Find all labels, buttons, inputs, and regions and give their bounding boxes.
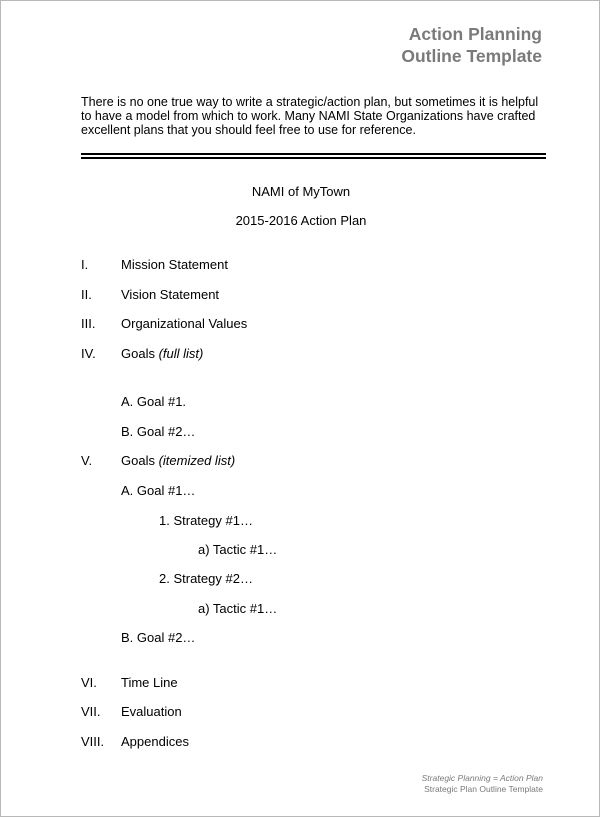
- title-line-2: Outline Template: [401, 46, 542, 66]
- goals-note: (itemized list): [158, 453, 236, 468]
- outline-v-a-1-a: a) Tactic #1…: [198, 542, 278, 557]
- footer-line-1: Strategic Planning = Action Plan: [421, 773, 543, 783]
- outline-num-iv: IV.: [81, 346, 96, 361]
- outline-num-i: I.: [81, 257, 89, 272]
- outline-label-appendices: Appendices: [121, 734, 189, 749]
- outline-iv-a: A. Goal #1.: [121, 394, 187, 409]
- outline-v-a: A. Goal #1…: [121, 483, 196, 498]
- outline-v-a-2-a: a) Tactic #1…: [198, 601, 278, 616]
- title-line-1: Action Planning: [408, 24, 542, 44]
- outline-v-a-1: 1. Strategy #1…: [159, 513, 253, 528]
- divider-top: [81, 153, 546, 155]
- goals-label: Goals: [121, 346, 159, 361]
- org-name: NAMI of MyTown: [251, 184, 351, 199]
- outline-v-b: B. Goal #2…: [121, 630, 196, 645]
- outline-label-goals-itemized: [121, 453, 235, 468]
- outline-num-ii: II.: [81, 287, 92, 302]
- outline-v-a-2: 2. Strategy #2…: [159, 571, 253, 586]
- outline-num-viii: VIII.: [81, 734, 105, 749]
- outline-label-goals-full: [121, 346, 203, 361]
- outline-num-iii: III.: [81, 316, 96, 331]
- outline-iv-b: B. Goal #2…: [121, 424, 196, 439]
- outline-num-v: V.: [81, 453, 93, 468]
- page-title: [401, 23, 542, 67]
- outline-num-vii: VII.: [81, 704, 101, 719]
- outline-label-values: Organizational Values: [121, 316, 248, 331]
- outline-label-vision: Vision Statement: [121, 287, 220, 302]
- intro-paragraph: There is no one true way to write a strategic/action plan, but sometimes it is helpful to have a model from which to work. Many NAMI State Organizations have crafted excellent plans that you should feel free to use for reference.: [81, 95, 539, 137]
- goals-label: Goals: [121, 453, 159, 468]
- goals-note: (full list): [158, 346, 204, 361]
- outline-num-vi: VI.: [81, 675, 97, 690]
- outline-label-timeline: Time Line: [121, 675, 178, 690]
- footer-line-2: Strategic Plan Outline Template: [424, 784, 543, 794]
- outline-label-evaluation: Evaluation: [121, 704, 182, 719]
- divider-bottom: [81, 157, 546, 159]
- plan-title: 2015-2016 Action Plan: [235, 213, 367, 228]
- outline-label-mission: Mission Statement: [121, 257, 228, 272]
